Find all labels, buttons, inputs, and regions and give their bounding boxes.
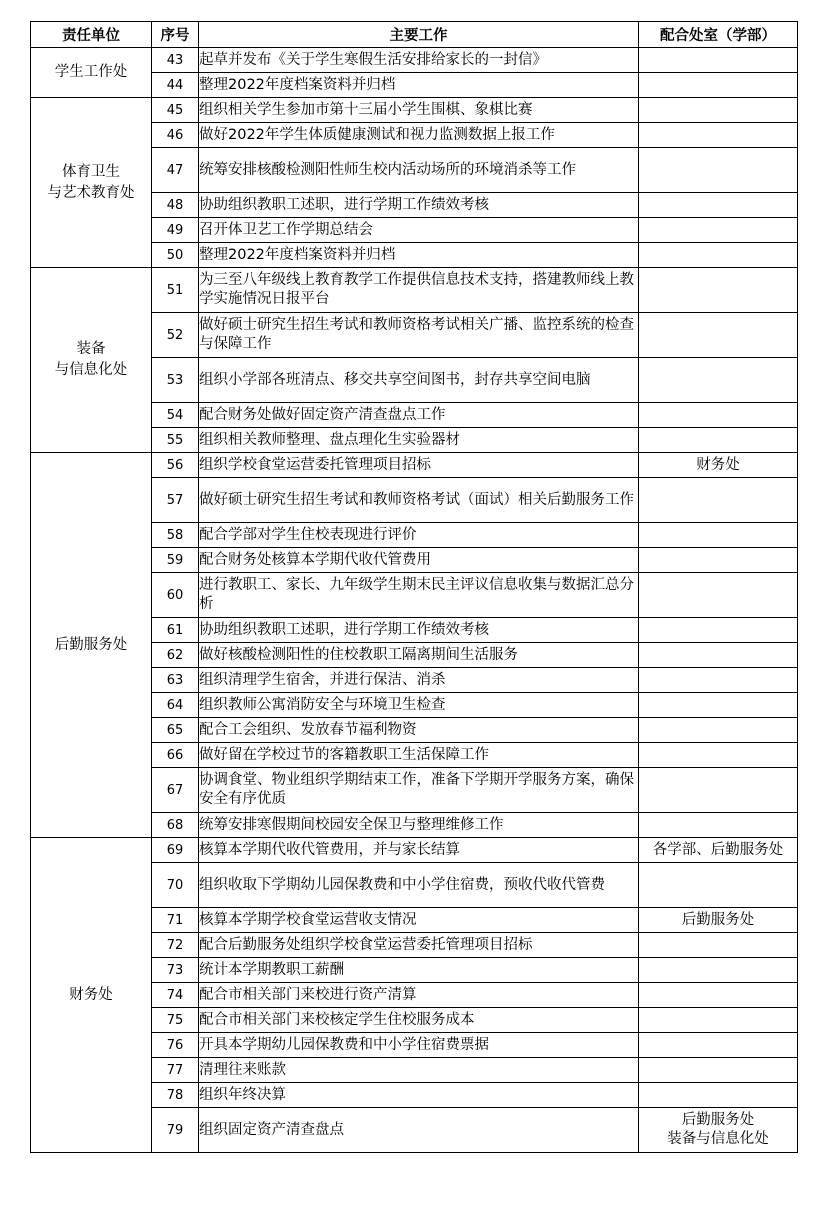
responsible-unit-cell: 体育卫生 与艺术教育处 (31, 98, 152, 268)
row-number-cell: 73 (152, 958, 199, 983)
cooperating-dept-cell: 后勤服务处 (639, 908, 798, 933)
row-number-cell: 64 (152, 693, 199, 718)
table-row (31, 98, 798, 123)
task-cell: 组织相关教师整理、盘点理化生实验器材 (199, 428, 639, 453)
cooperating-dept-cell (639, 48, 798, 73)
task-cell: 配合市相关部门来校核定学生住校服务成本 (199, 1008, 639, 1033)
row-number-cell: 54 (152, 403, 199, 428)
cooperating-dept-cell (639, 123, 798, 148)
row-number-cell: 55 (152, 428, 199, 453)
row-number-cell: 43 (152, 48, 199, 73)
task-cell: 做好硕士研究生招生考试和教师资格考试相关广播、监控系统的检查与保障工作 (199, 313, 639, 358)
work-plan-table (30, 21, 798, 1153)
task-cell: 做好2022年学生体质健康测试和视力监测数据上报工作 (199, 123, 639, 148)
cooperating-dept-cell (639, 193, 798, 218)
task-cell: 做好核酸检测阳性的住校教职工隔离期间生活服务 (199, 643, 639, 668)
row-number-cell: 56 (152, 453, 199, 478)
row-number-cell: 44 (152, 73, 199, 98)
row-number-cell: 45 (152, 98, 199, 123)
task-cell: 配合财务处做好固定资产清查盘点工作 (199, 403, 639, 428)
row-number-cell: 50 (152, 243, 199, 268)
header-num: 序号 (152, 22, 199, 48)
task-cell: 核算本学期学校食堂运营收支情况 (199, 908, 639, 933)
row-number-cell: 77 (152, 1058, 199, 1083)
responsible-unit-cell: 财务处 (31, 838, 152, 1153)
row-number-cell: 70 (152, 863, 199, 908)
cooperating-dept-cell (639, 73, 798, 98)
cooperating-dept-cell (639, 668, 798, 693)
cooperating-dept-cell (639, 243, 798, 268)
task-cell: 协助组织教职工述职，进行学期工作绩效考核 (199, 618, 639, 643)
row-number-cell: 60 (152, 573, 199, 618)
task-cell: 配合学部对学生住校表现进行评价 (199, 523, 639, 548)
table-row (31, 268, 798, 313)
cooperating-dept-cell (639, 268, 798, 313)
row-number-cell: 71 (152, 908, 199, 933)
row-number-cell: 52 (152, 313, 199, 358)
row-number-cell: 76 (152, 1033, 199, 1058)
row-number-cell: 69 (152, 838, 199, 863)
cooperating-dept-cell: 财务处 (639, 453, 798, 478)
row-number-cell: 61 (152, 618, 199, 643)
row-number-cell: 57 (152, 478, 199, 523)
cooperating-dept-cell (639, 523, 798, 548)
task-cell: 召开体卫艺工作学期总结会 (199, 218, 639, 243)
cooperating-dept-cell (639, 813, 798, 838)
cooperating-dept-cell: 各学部、后勤服务处 (639, 838, 798, 863)
task-cell: 进行教职工、家长、九年级学生期末民主评议信息收集与数据汇总分析 (199, 573, 639, 618)
task-cell: 配合市相关部门来校进行资产清算 (199, 983, 639, 1008)
row-number-cell: 72 (152, 933, 199, 958)
task-cell: 组织收取下学期幼儿园保教费和中小学住宿费，预收代收代管费 (199, 863, 639, 908)
row-number-cell: 78 (152, 1083, 199, 1108)
cooperating-dept-cell (639, 1033, 798, 1058)
table-row (31, 48, 798, 73)
task-cell: 协助组织教职工述职，进行学期工作绩效考核 (199, 193, 639, 218)
table-row (31, 453, 798, 478)
responsible-unit-cell: 学生工作处 (31, 48, 152, 98)
row-number-cell: 62 (152, 643, 199, 668)
responsible-unit-cell: 后勤服务处 (31, 453, 152, 838)
cooperating-dept-cell (639, 863, 798, 908)
header-task: 主要工作 (199, 22, 639, 48)
task-cell: 整理2022年度档案资料并归档 (199, 243, 639, 268)
task-cell: 统筹安排寒假期间校园安全保卫与整理维修工作 (199, 813, 639, 838)
cooperating-dept-cell (639, 983, 798, 1008)
header-coop: 配合处室（学部） (639, 22, 798, 48)
task-cell: 统计本学期教职工薪酬 (199, 958, 639, 983)
cooperating-dept-cell (639, 693, 798, 718)
task-cell: 配合财务处核算本学期代收代管费用 (199, 548, 639, 573)
cooperating-dept-cell: 后勤服务处 装备与信息化处 (639, 1108, 798, 1153)
task-cell: 配合工会组织、发放春节福利物资 (199, 718, 639, 743)
task-cell: 开具本学期幼儿园保教费和中小学住宿费票据 (199, 1033, 639, 1058)
task-cell: 起草并发布《关于学生寒假生活安排给家长的一封信》 (199, 48, 639, 73)
row-number-cell: 51 (152, 268, 199, 313)
row-number-cell: 48 (152, 193, 199, 218)
cooperating-dept-cell (639, 743, 798, 768)
cooperating-dept-cell (639, 218, 798, 243)
task-cell: 组织年终决算 (199, 1083, 639, 1108)
header-row (31, 22, 798, 48)
task-cell: 为三至八年级线上教育教学工作提供信息技术支持，搭建教师线上教学实施情况日报平台 (199, 268, 639, 313)
header-unit: 责任单位 (31, 22, 152, 48)
cooperating-dept-cell (639, 98, 798, 123)
cooperating-dept-cell (639, 1058, 798, 1083)
row-number-cell: 46 (152, 123, 199, 148)
task-cell: 做好硕士研究生招生考试和教师资格考试（面试）相关后勤服务工作 (199, 478, 639, 523)
cooperating-dept-cell (639, 643, 798, 668)
cooperating-dept-cell (639, 958, 798, 983)
task-cell: 核算本学期代收代管费用，并与家长结算 (199, 838, 639, 863)
task-cell: 清理往来账款 (199, 1058, 639, 1083)
row-number-cell: 59 (152, 548, 199, 573)
cooperating-dept-cell (639, 358, 798, 403)
row-number-cell: 74 (152, 983, 199, 1008)
table-body (31, 48, 798, 1153)
row-number-cell: 53 (152, 358, 199, 403)
task-cell: 组织相关学生参加市第十三届小学生围棋、象棋比赛 (199, 98, 639, 123)
table-row (31, 838, 798, 863)
task-cell: 组织固定资产清查盘点 (199, 1108, 639, 1153)
row-number-cell: 66 (152, 743, 199, 768)
task-cell: 做好留在学校过节的客籍教职工生活保障工作 (199, 743, 639, 768)
row-number-cell: 49 (152, 218, 199, 243)
task-cell: 组织学校食堂运营委托管理项目招标 (199, 453, 639, 478)
row-number-cell: 67 (152, 768, 199, 813)
cooperating-dept-cell (639, 428, 798, 453)
cooperating-dept-cell (639, 718, 798, 743)
cooperating-dept-cell (639, 313, 798, 358)
cooperating-dept-cell (639, 933, 798, 958)
task-cell: 组织教师公寓消防安全与环境卫生检查 (199, 693, 639, 718)
cooperating-dept-cell (639, 1083, 798, 1108)
cooperating-dept-cell (639, 573, 798, 618)
row-number-cell: 68 (152, 813, 199, 838)
task-cell: 统筹安排核酸检测阳性师生校内活动场所的环境消杀等工作 (199, 148, 639, 193)
row-number-cell: 75 (152, 1008, 199, 1033)
row-number-cell: 47 (152, 148, 199, 193)
row-number-cell: 79 (152, 1108, 199, 1153)
row-number-cell: 65 (152, 718, 199, 743)
cooperating-dept-cell (639, 548, 798, 573)
row-number-cell: 63 (152, 668, 199, 693)
task-cell: 整理2022年度档案资料并归档 (199, 73, 639, 98)
cooperating-dept-cell (639, 1008, 798, 1033)
row-number-cell: 58 (152, 523, 199, 548)
cooperating-dept-cell (639, 768, 798, 813)
task-cell: 组织清理学生宿舍，并进行保洁、消杀 (199, 668, 639, 693)
cooperating-dept-cell (639, 148, 798, 193)
task-cell: 配合后勤服务处组织学校食堂运营委托管理项目招标 (199, 933, 639, 958)
responsible-unit-cell: 装备 与信息化处 (31, 268, 152, 453)
cooperating-dept-cell (639, 478, 798, 523)
task-cell: 组织小学部各班清点、移交共享空间图书，封存共享空间电脑 (199, 358, 639, 403)
cooperating-dept-cell (639, 403, 798, 428)
task-cell: 协调食堂、物业组织学期结束工作，准备下学期开学服务方案，确保安全有序优质 (199, 768, 639, 813)
cooperating-dept-cell (639, 618, 798, 643)
